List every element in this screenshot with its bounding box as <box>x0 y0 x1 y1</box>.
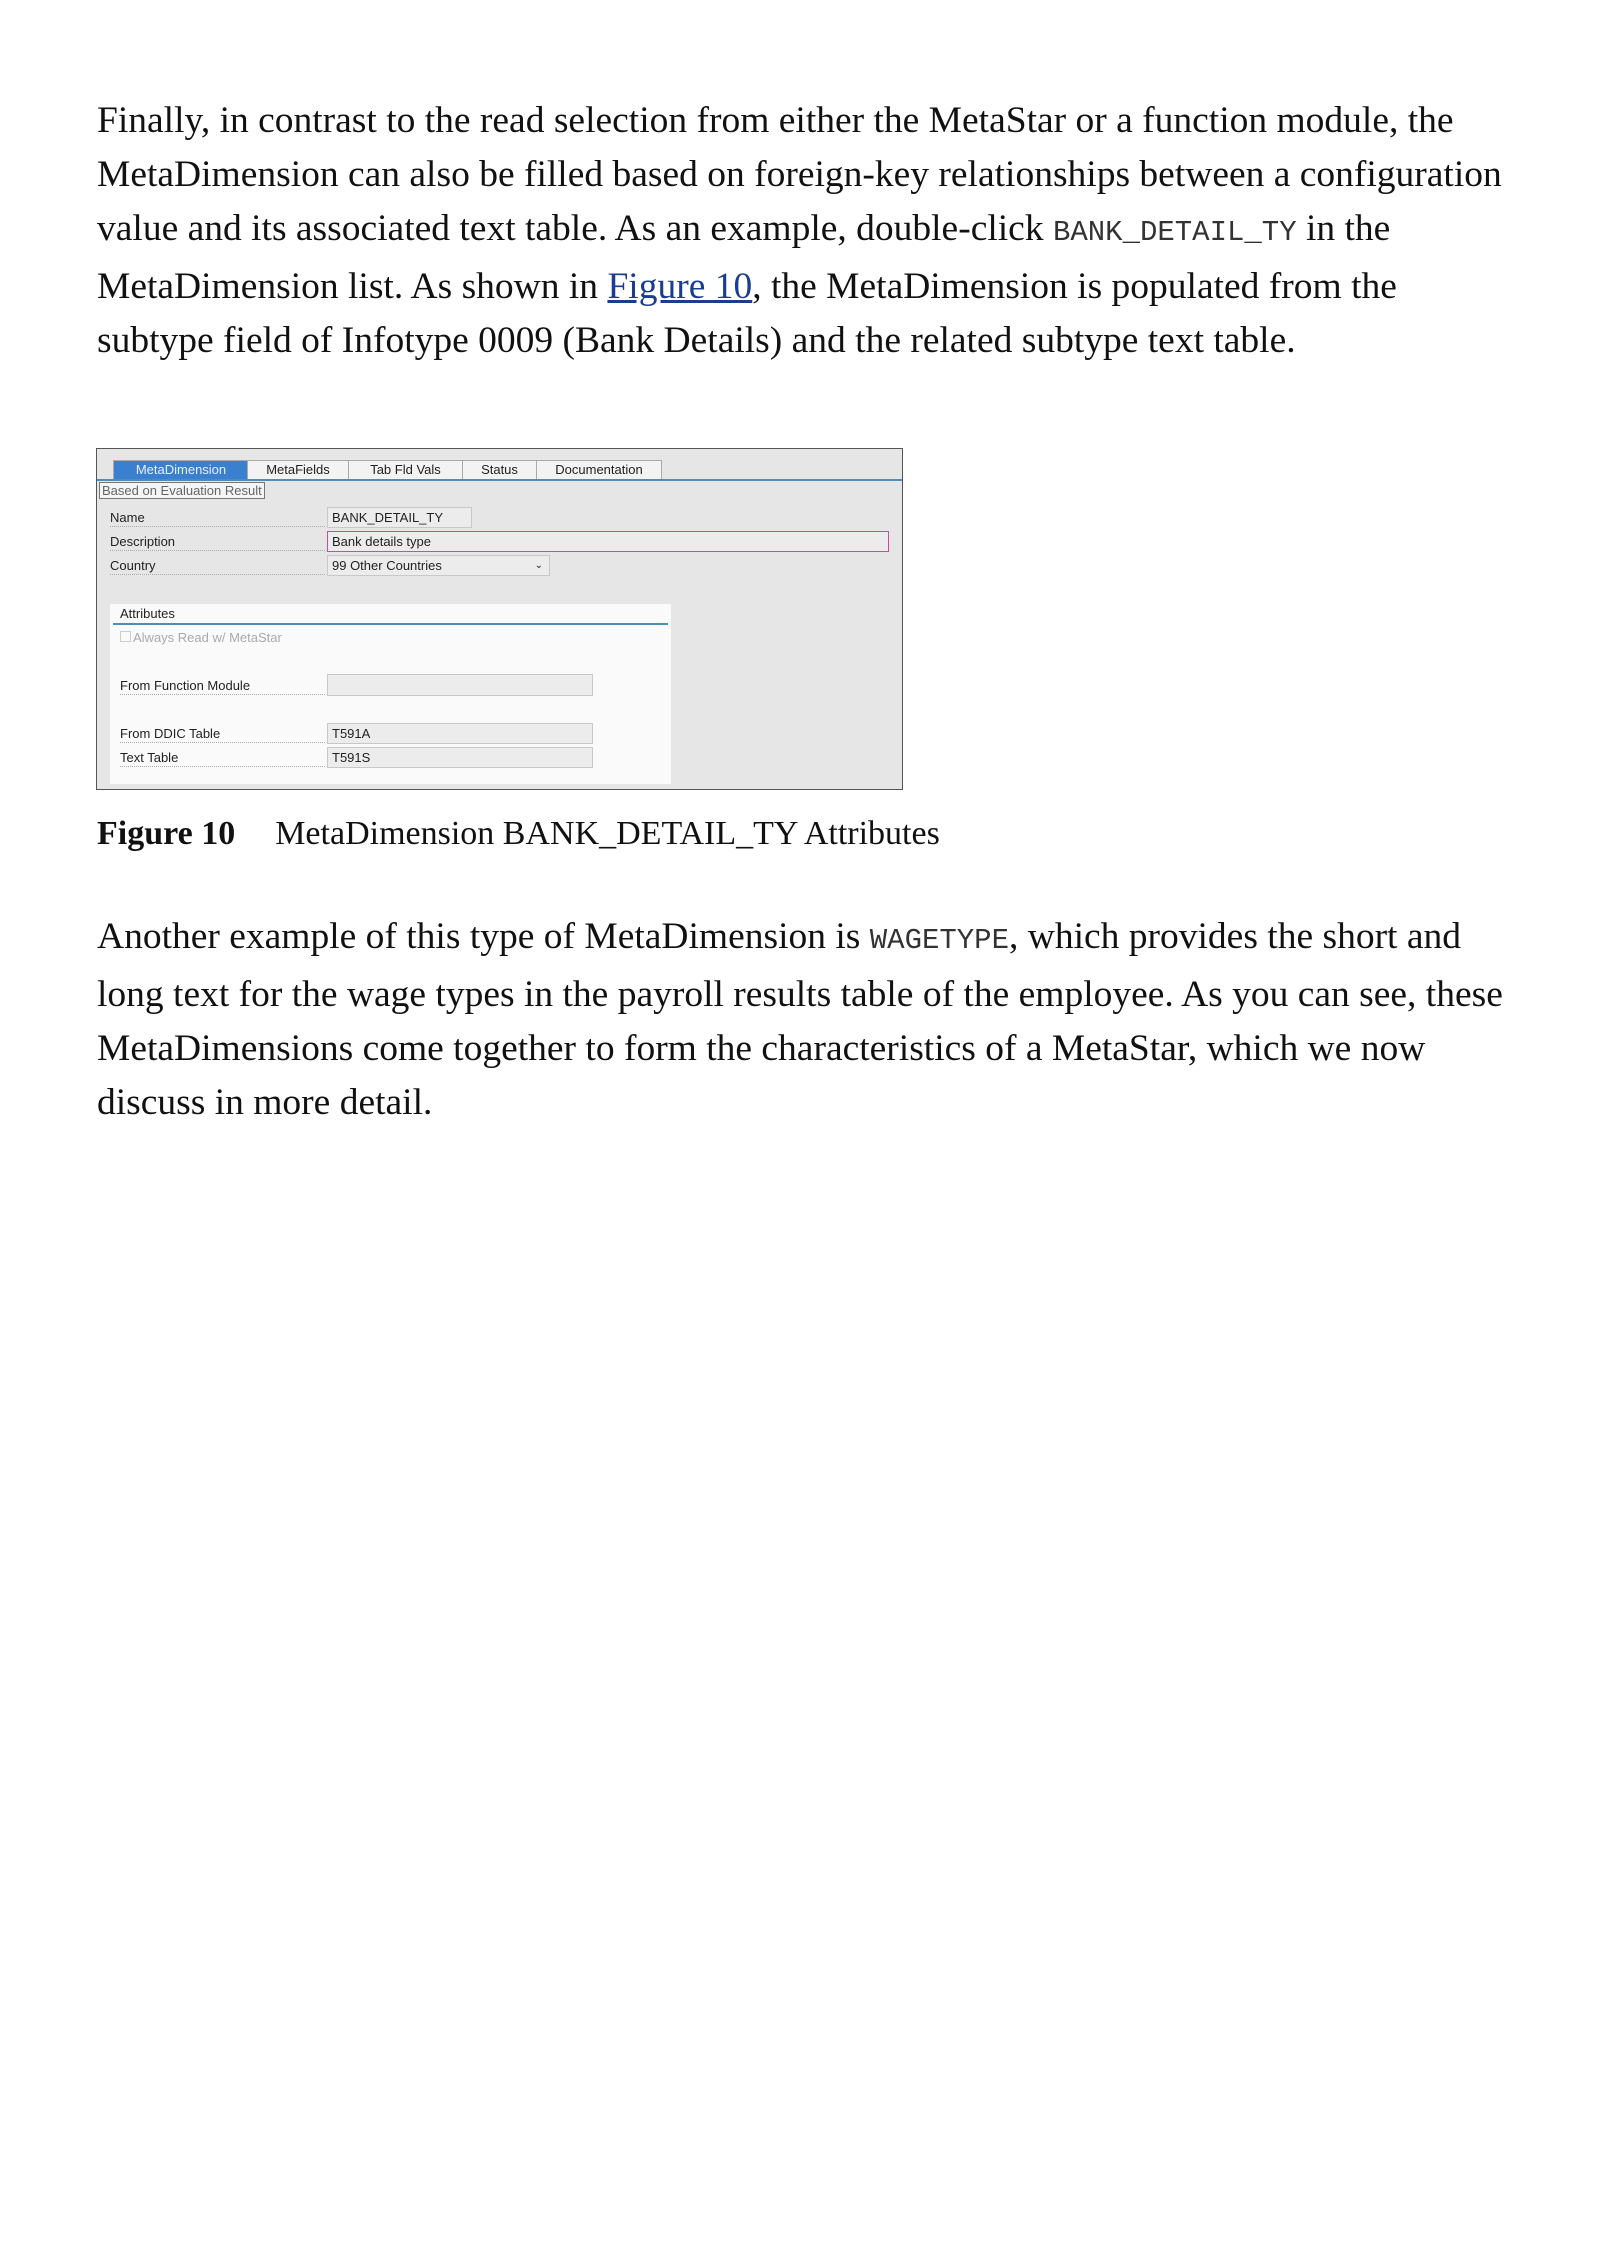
text-table-label: Text Table <box>120 750 325 767</box>
figure-caption <box>97 815 940 853</box>
chevron-down-icon: ⌄ <box>534 560 543 571</box>
function-module-label: From Function Module <box>120 678 325 695</box>
always-read-checkbox[interactable] <box>120 630 282 645</box>
function-module-field[interactable] <box>327 674 593 696</box>
figure-link[interactable]: Figure 10 <box>607 266 753 307</box>
name-label: Name <box>110 510 325 527</box>
ddic-table-field[interactable]: T591A <box>327 723 593 744</box>
text: , which provides the short and long text for the wage types in the payroll results table of the employee. As you can see, these MetaDimensions come together to form the characteristics of a MetaStar, which we now discuss in more detail. <box>97 916 1503 1123</box>
checkbox-icon <box>120 631 131 642</box>
text: , the MetaDimension is populated from the subtype field of Infotype 0009 (Bank Details) and the related subtype text table. <box>97 266 1397 361</box>
description-label: Description <box>110 534 325 551</box>
tab-metafields[interactable]: MetaFields <box>247 460 349 479</box>
tab-tab-fld-vals[interactable]: Tab Fld Vals <box>348 460 463 479</box>
tab-status[interactable]: Status <box>462 460 537 479</box>
code-term: WAGETYPE <box>869 924 1009 957</box>
text: in the MetaDimension list. As shown in <box>97 208 1391 307</box>
paragraph-1 <box>97 94 1507 368</box>
country-label: Country <box>110 558 325 575</box>
paragraph-2 <box>97 910 1507 1130</box>
text-table-field[interactable]: T591S <box>327 747 593 768</box>
figure-screenshot <box>96 448 903 790</box>
country-value: 99 Other Countries <box>332 558 442 573</box>
country-select[interactable] <box>327 555 550 576</box>
based-on-label: Based on Evaluation Result <box>99 482 265 499</box>
name-field[interactable]: BANK_DETAIL_TY <box>327 507 472 528</box>
code-term: BANK_DETAIL_TY <box>1052 216 1297 249</box>
attributes-divider <box>113 623 668 625</box>
attributes-panel <box>110 604 671 784</box>
text: Finally, in contrast to the read selection from either the MetaStar or a function module, the MetaDimension can also be filled based on foreign-key relationships between a configuration value and its associated text table. As an example, double-click <box>97 100 1502 249</box>
tab-metadimension[interactable]: MetaDimension <box>113 460 249 479</box>
description-field[interactable]: Bank details type <box>327 531 889 552</box>
tab-divider <box>97 479 902 481</box>
always-read-label: Always Read w/ MetaStar <box>133 630 282 645</box>
caption-label: Figure 10 <box>97 815 236 852</box>
attributes-title: Attributes <box>120 606 175 621</box>
text: Another example of this type of MetaDimension is <box>97 916 870 957</box>
tab-documentation[interactable]: Documentation <box>536 460 662 479</box>
ddic-table-label: From DDIC Table <box>120 726 325 743</box>
caption-text: MetaDimension BANK_DETAIL_TY Attributes <box>275 815 940 852</box>
